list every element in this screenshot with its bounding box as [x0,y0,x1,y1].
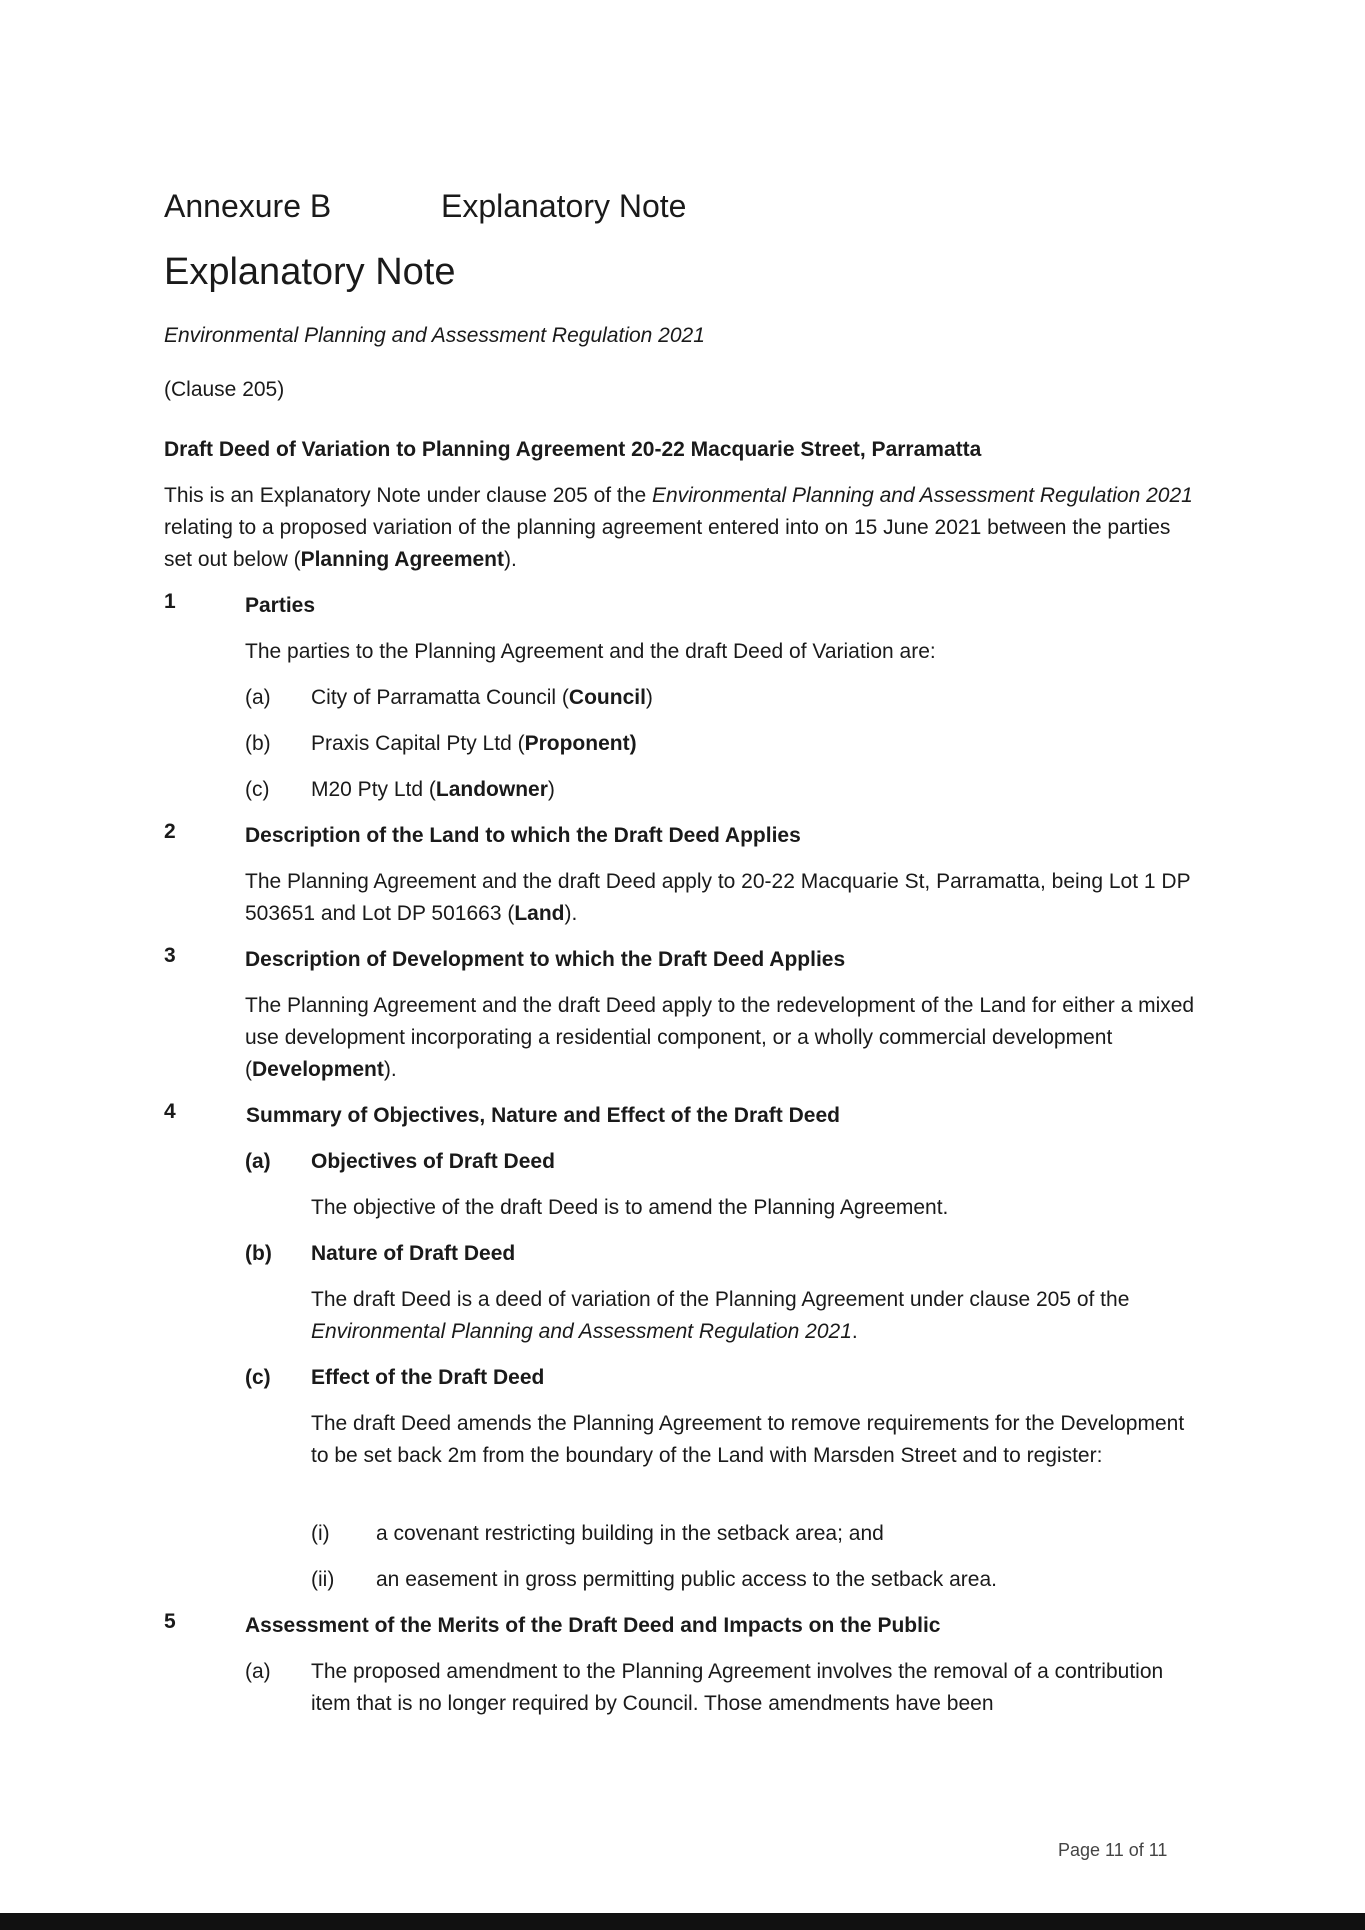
regulation-name: Environmental Planning and Assessment Regulation 2021 [164,324,705,347]
clause-reference: (Clause 205) [164,378,285,401]
party-label: (a) [245,686,271,709]
objectives-text: The objective of the draft Deed is to amend the Planning Agreement. [311,1196,949,1219]
section-5-number: 5 [164,1610,176,1633]
nature-heading: Nature of Draft Deed [311,1242,516,1265]
section-1-text: The parties to the Planning Agreement and the draft Deed of Variation are: [245,640,936,663]
page-title: Explanatory Note [164,251,456,293]
section-3-number: 3 [164,944,176,967]
party-item: M20 Pty Ltd (Landowner) [311,778,555,801]
annexure-title: Explanatory Note [441,188,687,224]
section-1-number: 1 [164,590,176,613]
party-label: (c) [245,778,270,801]
section-2-number: 2 [164,820,176,843]
section-2-heading: Description of the Land to which the Draft Deed Applies [245,824,801,847]
effect-heading: Effect of the Draft Deed [311,1366,545,1389]
party-item: City of Parramatta Council (Council) [311,686,653,709]
section-3-heading: Description of Development to which the Draft Deed Applies [245,948,846,971]
section-1-heading: Parties [245,594,316,617]
effect-item-label: (i) [311,1522,330,1545]
effect-text: The draft Deed amends the Planning Agreement to remove requirements for the Development to be set back 2m from the boundary of the Land with Marsden Street and to register: [311,1412,1185,1467]
assessment-text: The proposed amendment to the Planning Agreement involves the removal of a contribution item that is no longer required by Council. Those amendments have been [311,1660,1164,1715]
effect-item: a covenant restricting building in the setback area; and [376,1522,884,1545]
section-2-text: The Planning Agreement and the draft Deed apply to 20-22 Macquarie St, Parramatta, being Lot 1 DP 503651 and Lot DP 501663 (Land). [245,870,1191,925]
footer-bar [0,1913,1365,1930]
party-item: Praxis Capital Pty Ltd (Proponent) [311,732,637,755]
effect-item-label: (ii) [311,1568,335,1591]
party-label: (b) [245,732,271,755]
effect-item: an easement in gross permitting public access to the setback area. [376,1568,997,1591]
intro-paragraph: This is an Explanatory Note under clause 205 of the Environmental Planning and Assessment Regulation 2021 relating to a proposed variation of the planning agreement entered into on 15 June 2021 between the parties set out below (Planning Agreement). [164,484,1193,571]
page-number: Page 11 of 11 [1058,1840,1168,1860]
subsection-label: (c) [245,1366,271,1389]
subsection-label: (a) [245,1660,271,1683]
section-4-number: 4 [164,1100,176,1123]
subsection-label: (a) [245,1150,271,1173]
objectives-heading: Objectives of Draft Deed [311,1150,555,1173]
annexure-label: Annexure B [164,188,332,224]
deed-subject-heading: Draft Deed of Variation to Planning Agreement 20-22 Macquarie Street, Parramatta [164,438,982,461]
section-5-heading: Assessment of the Merits of the Draft Deed and Impacts on the Public [245,1614,941,1637]
section-3-text: The Planning Agreement and the draft Deed apply to the redevelopment of the Land for either a mixed use development incorporating a residential component, or a wholly commercial development (Development). [245,994,1195,1081]
nature-text: The draft Deed is a deed of variation of the Planning Agreement under clause 205 of the Environmental Planning and Assessment Regulation 2021. [311,1288,1130,1343]
section-4-heading: Summary of Objectives, Nature and Effect of the Draft Deed [246,1104,840,1127]
subsection-label: (b) [245,1242,272,1265]
